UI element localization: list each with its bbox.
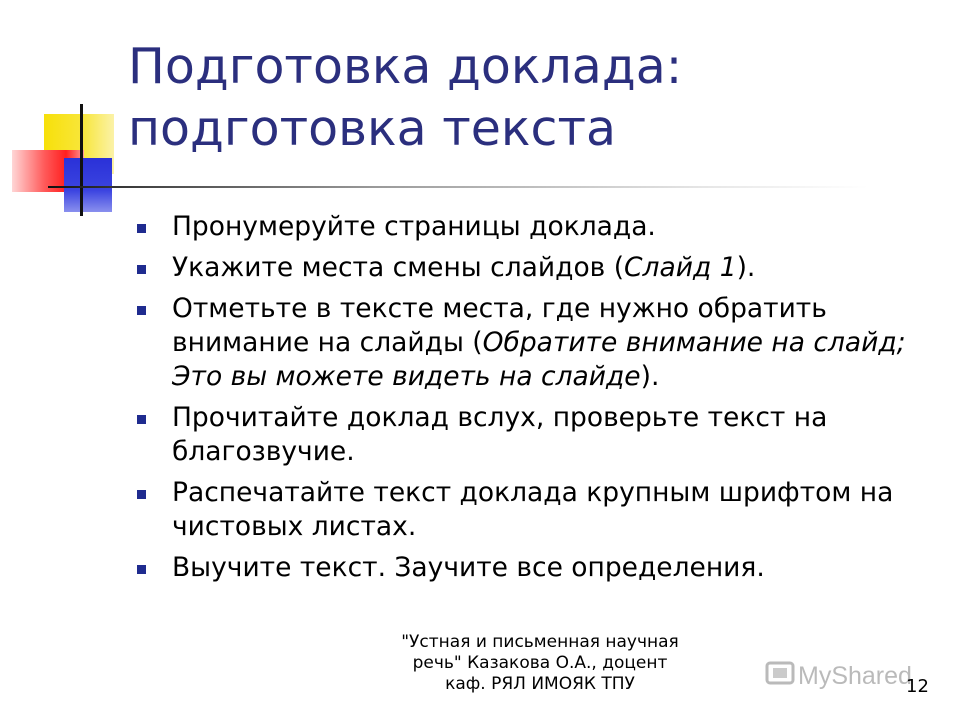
- bullet-item: [134, 476, 914, 544]
- bullet-text: Отметьте в тексте места, где нужно обратить внимание на слайды (: [172, 293, 827, 358]
- slide-footer: [380, 632, 700, 695]
- footer-line-3: каф. РЯЛ ИМОЯК ТПУ: [445, 674, 635, 694]
- footer-line-2: речь" Казакова О.А., доцент: [412, 653, 668, 673]
- title-line-1: Подготовка доклада:: [128, 38, 683, 95]
- decor-vertical-line: [80, 104, 83, 216]
- bullet-text: ).: [640, 361, 660, 392]
- watermark-text: MyShared: [798, 662, 912, 690]
- square-bullet-icon: [137, 565, 146, 574]
- square-bullet-icon: [137, 265, 146, 274]
- bullet-text: Укажите места смены слайдов (: [172, 252, 625, 283]
- title-underline: [48, 186, 868, 188]
- slide-title: [128, 36, 888, 160]
- myshared-logo-icon: [764, 654, 926, 694]
- bullet-item: [134, 210, 914, 244]
- bullet-text-italic: Слайд 1: [624, 252, 737, 283]
- bullet-item: [134, 401, 914, 469]
- bullet-text: Прочитайте доклад вслух, проверьте текст на благозвучие.: [172, 402, 828, 467]
- decor-blue-block: [64, 158, 112, 212]
- footer-line-1: "Устная и письменная научная: [401, 632, 679, 652]
- bullet-list: [134, 210, 914, 592]
- bullet-item: [134, 292, 914, 394]
- square-bullet-icon: [137, 490, 146, 499]
- bullet-item: [134, 251, 914, 285]
- bullet-item: [134, 551, 914, 585]
- square-bullet-icon: [137, 415, 146, 424]
- bullet-text: Пронумеруйте страницы доклада.: [172, 211, 656, 242]
- page-number: 12: [906, 676, 929, 697]
- bullet-text: Выучите текст. Заучите все определения.: [172, 552, 765, 583]
- square-bullet-icon: [137, 306, 146, 315]
- bullet-text-italic: Обратите внимание на слайд; Это вы можете видеть на слайде: [172, 327, 906, 392]
- square-bullet-icon: [137, 224, 146, 233]
- bullet-text: Распечатайте текст доклада крупным шрифтом на чистовых листах.: [172, 477, 894, 542]
- bullet-text: ).: [736, 252, 756, 283]
- title-line-2: подготовка текста: [128, 100, 617, 157]
